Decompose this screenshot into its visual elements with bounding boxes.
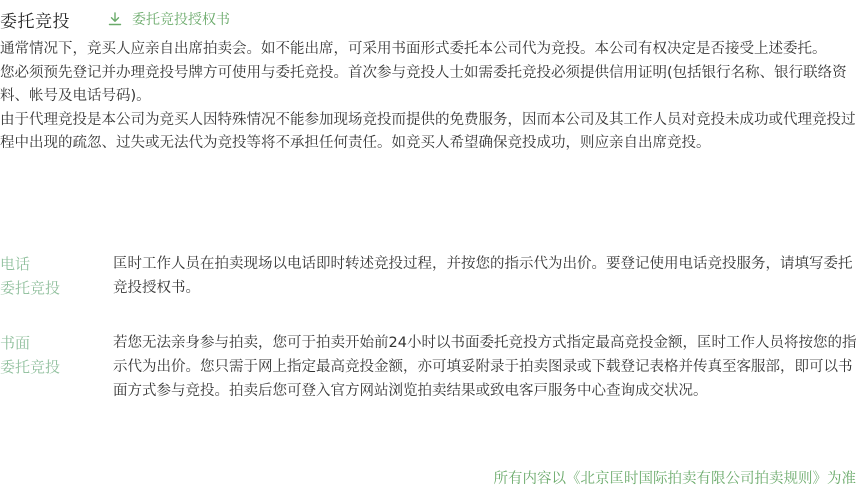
download-icon [108,12,122,26]
phone-bidding-label-line2: 委托竞投 [0,279,61,297]
section-header [0,6,866,32]
download-authorization-label[interactable]: 委托竞投授权书 [132,12,230,28]
download-authorization-link[interactable] [108,9,230,29]
written-bidding-label-line2: 委托竞投 [0,358,61,376]
intro-section [0,38,862,156]
intro-paragraph-1: 通常情况下，竞买人应亲自出席拍卖会。如不能出席，可采用书面形式委托本公司代为竞投。本公司有权决定是否接受上述委托。 [0,41,827,57]
written-bidding-description: 若您无法亲身参与拍卖，您可于拍卖开始前24小时以书面委托竞投方式指定最高竞投金额，匡时工作人员将按您的指示代为出价。您只需于网上指定最高竞投金额，亦可填妥附录于拍卖图录或下载登记表格并传真至客服部，即可以书面方式参与竞投。拍卖后您可登入官方网站浏览拍卖结果或致电客戸服务中心查询成交状况。 [113,335,857,399]
phone-bidding-section [0,252,862,300]
intro-paragraph-2: 您必须预先登记并办理竞投号牌方可使用与委托竞投。首次参与竞投人士如需委托竞投必须提供信用证明(包括银行名称、银行联络资料、帐号及电话号码)。 [0,64,847,104]
auction-rules-note: 所有内容以《北京匡时国际拍卖有限公司拍卖规则》为准 [493,471,856,487]
phone-bidding-label [0,252,113,300]
written-bidding-label-line1: 书面 [0,334,31,352]
written-bidding-section [0,331,862,403]
written-bidding-label [0,331,113,403]
phone-bidding-description: 匡时工作人员在拍卖现场以电话即时转述竞投过程，并按您的指示代为出价。要登记使用电话竞投服务，请填写委托竞投授权书。 [113,256,853,296]
intro-paragraph-3: 由于代理竞投是本公司为竞买人因特殊情况不能参加现场竞投而提供的免费服务，因而本公司及其工作人员对竞投未成功或代理竞投过程中出现的疏忽、过失或无法代为竞投等将不承担任何责任。如竞买人希望确保竞投成功，则应亲自出席竞投。 [0,111,856,151]
phone-bidding-label-line1: 电话 [0,255,31,273]
page-title: 委托竞投 [0,11,70,32]
